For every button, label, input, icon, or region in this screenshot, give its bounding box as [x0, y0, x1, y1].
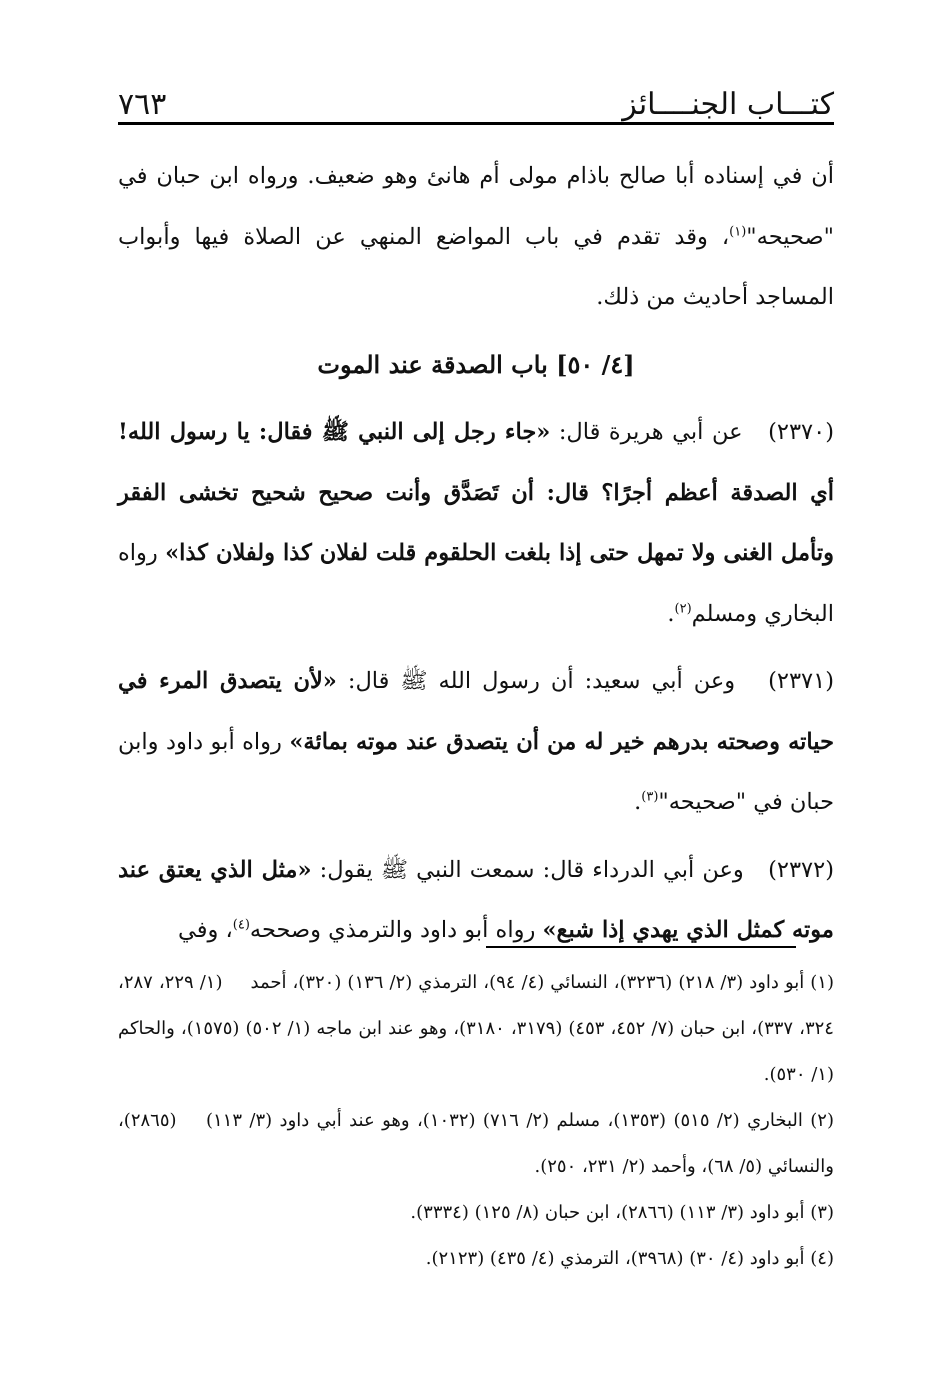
footnote-ref: (١): [729, 224, 747, 239]
section-heading: [٤/ ٥٠] باب الصدقة عند الموت: [317, 349, 635, 379]
footnote-rule: [486, 946, 796, 948]
main-text: [118, 146, 834, 961]
footnote-2: (٢) البخاري (٢/ ٥١٥) (١٣٥٣)، مسلم (٢/ ٧١٦) (١٠٣٢)، وهو عند أبي داود (٣/ ١١٣) (٢٨٦٥)، والنسائي (٥/ ٦٨)، وأحمد (٢/ ٢٣١، ٢٥٠).: [118, 1110, 834, 1177]
footnote-1: (١) أبو داود (٣/ ٢١٨) (٣٢٣٦)، النسائي (٤/ ٩٤)، الترمذي (٢/ ١٣٦) (٣٢٠)، أحمد (١/ ٢٢٩، ٢٨٧، ٣٢٤، ٣٣٧)، ابن حبان (٧/ ٤٥٢، ٤٥٣) (٣١٧٩، ٣١٨٠)، وهو عند ابن ماجه (١/ ٥٠٢) (١٥٧٥)، والحاكم (١/ ٥٣٠).: [118, 972, 834, 1085]
intro-paragraph: أن في إسناده أبا صالح باذام مولى أم هانئ وهو ضعيف. ورواه ابن حبان في "صحيحه"$^{(١)}$، وقد تقدم في باب المواضع المنهي عن الصلاة فيها وأبواب المساجد أحاديث من ذلك.: [118, 163, 834, 310]
hadith-matn: «جاء رجل إلى النبي ﷺ فقال: يا رسول الله! أي الصدقة أعظم أجرًا؟ قال: أن تَصَدَّق وأنت صحيح شحيح تخشى الفقر وتأمل الغنى ولا تمهل حتى إذا بلغت الحلقوم قلت لفلان كذا ولفلان كذا»: [118, 419, 834, 566]
header-rule: [118, 122, 834, 125]
hadith-matn: «لأن يتصدق المرء في حياته وصحته بدرهم خير له من أن يتصدق عند موته بمائة»: [118, 668, 834, 755]
hadith-number: (٢٣٧٠): [768, 419, 834, 445]
hadith-number: (٢٣٧٢): [768, 856, 834, 883]
footnote-ref: (٤): [232, 917, 250, 933]
footnote-3: (٣) أبو داود (٣/ ١١٣) (٢٨٦٦)، ابن حبان (٨/ ١٢٥) (٣٣٣٤).: [410, 1202, 834, 1223]
running-header: [118, 78, 834, 122]
footnote-ref: (٣): [641, 789, 659, 805]
footnote-ref: (٢): [674, 601, 692, 616]
page-number: ٧٦٣: [118, 87, 167, 122]
hadith-2371: (٢٣٧١) وعن أبي سعيد: أن رسول الله ﷺ قال: «لأن يتصدق المرء في حياته وصحته بدرهم خير له من أن يتصدق عند موته بمائة» رواه أبو داود وابن حبان في "صحيحه"$^{(٣)}$.: [118, 668, 835, 815]
footnote-4: (٤) أبو داود (٤/ ٣٠) (٣٩٦٨)، الترمذي (٤/ ٤٣٥) (٢١٢٣).: [425, 1248, 834, 1269]
hadith-2370: (٢٣٧٠) عن أبي هريرة قال: «جاء رجل إلى النبي ﷺ فقال: يا رسول الله! أي الصدقة أعظم أجرًا؟ قال: أن تَصَدَّق وأنت صحيح شحيح تخشى الفقر وتأمل الغنى ولا تمهل حتى إذا بلغت الحلقوم قلت لفلان كذا ولفلان كذا» رواه البخاري ومسلم$^{(٢)}$.: [118, 419, 834, 627]
footnotes: [118, 960, 834, 1282]
hadith-matn: «مثل الذي يعتق عند موته كمثل الذي يهدي إذا شبع»: [118, 856, 834, 943]
hadith-number: (٢٣٧١): [768, 668, 835, 694]
chapter-title: كتـــاب الجنــــائز: [622, 87, 834, 122]
hadith-2372: (٢٣٧٢) وعن أبي الدرداء قال: سمعت النبي ﷺ يقول: «مثل الذي يعتق عند موته كمثل الذي يهدي إذا شبع» رواه أبو داود والترمذي وصححه$^{(٤)}$، وفي: [118, 856, 834, 943]
